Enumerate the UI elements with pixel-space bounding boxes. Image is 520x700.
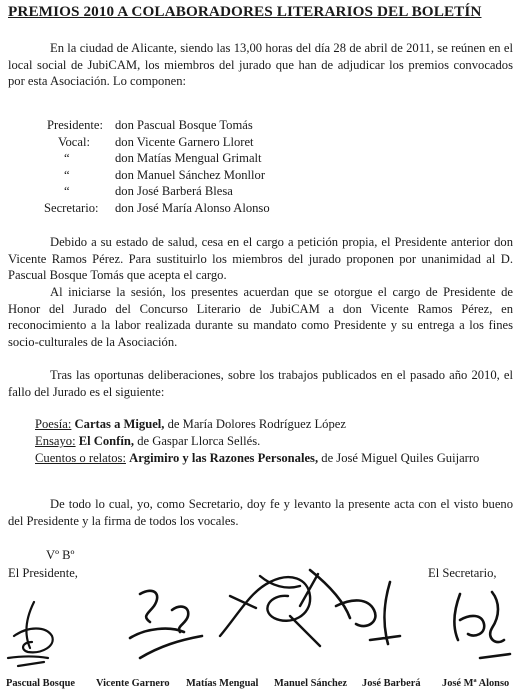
prize-line [35, 450, 505, 467]
member-row [47, 134, 270, 151]
member-role: “ [64, 151, 70, 166]
signatory-name: Manuel Sánchez [274, 678, 348, 689]
member-row [47, 167, 270, 184]
member-name: don José María Alonso Alonso [115, 200, 270, 215]
member-name: don José Barberá Blesa [115, 184, 233, 199]
member-name: don Pascual Bosque Tomás [115, 118, 253, 132]
signature-manuel-sanchez [300, 558, 420, 658]
member-name: don Vicente Garnero Lloret [115, 134, 254, 149]
prize-work: Argimiro y las Razones Personales, [129, 451, 319, 465]
member-role: Secretario: [44, 200, 99, 215]
prize-work: El Confín, [78, 434, 135, 448]
member-name: don Manuel Sánchez Monllor [115, 167, 266, 182]
closing-paragraph: De todo lo cual, yo, como Secretario, doy fe y levanto la presente acta con el visto bueno del Presidente y la firma de todos los vocales. [8, 497, 513, 528]
signatory-name: Vicente Garnero [96, 678, 170, 689]
member-role: “ [64, 184, 70, 199]
prize-author: de María Dolores Rodríguez López [167, 417, 346, 431]
signatory-name: Pascual Bosque [6, 678, 75, 689]
member-row [47, 183, 270, 200]
signature-jose-alonso [440, 580, 520, 670]
member-role: “ [64, 167, 70, 182]
member-row [44, 200, 270, 217]
document-title: PREMIOS 2010 A COLABORADORES LITERARIOS DEL BOLETÍN [8, 3, 482, 20]
signatory-names [0, 678, 520, 696]
prize-category: Poesía: [35, 417, 72, 431]
health-paragraph: Debido a su estado de salud, cesa en el cargo a petición propia, el Presidente anterior don Vicente Ramos Pérez. Para sustituirlo los miembros del jurado proponen por unanimidad al D. Pascual Bosque Tomás que acepta el cargo. [8, 235, 513, 283]
secretary-label: El Secretario, [428, 566, 497, 580]
prize-work: Cartas a Miguel, [74, 417, 165, 431]
member-row [47, 117, 270, 134]
president-label: El Presidente, [8, 566, 78, 580]
prize-author: de José Miguel Quiles Guijarro [321, 451, 480, 465]
member-name: don Matías Mengual Grimalt [115, 151, 262, 166]
prize-author: de Gaspar Llorca Sellés. [137, 434, 261, 448]
signature-pascual-bosque [4, 596, 74, 676]
prize-line [35, 433, 505, 450]
session-paragraph: Al iniciarse la sesión, los presentes acuerdan que se otorgue el cargo de Presidente de Honor del Jurado del Concurso Literario de JubiCAM a don Vicente Ramos Pérez, en reconocimiento a la labor realizada durante su mandato como Presidente y su entrega a los fines socio-culturales de la Asociación. [8, 285, 513, 349]
prize-category: Ensayo: [35, 434, 76, 448]
member-role: Presidente: [47, 118, 103, 132]
member-row [47, 150, 270, 167]
vobo-label: Vº Bº [46, 548, 75, 562]
signatory-name: Matías Mengual [186, 678, 259, 689]
prize-category: Cuentos o relatos: [35, 451, 126, 465]
deliberations-paragraph: Tras las oportunas deliberaciones, sobre los trabajos publicados en el pasado año 2010, el fallo del Jurado es el siguiente: [8, 368, 513, 399]
member-role: Vocal: [58, 134, 90, 149]
jury-members-list [44, 117, 270, 217]
prize-line [35, 416, 505, 433]
signatory-name: José Mª Alonso [442, 678, 510, 689]
signatory-name: José Barberá [362, 678, 421, 689]
intro-paragraph: En la ciudad de Alicante, siendo las 13,00 horas del día 28 de abril de 2011, se reúnen en el local social de JubiCAM, los miembros del jurado que han de adjudicar los premios convocados por esta Asociación. Lo componen: [8, 41, 513, 89]
